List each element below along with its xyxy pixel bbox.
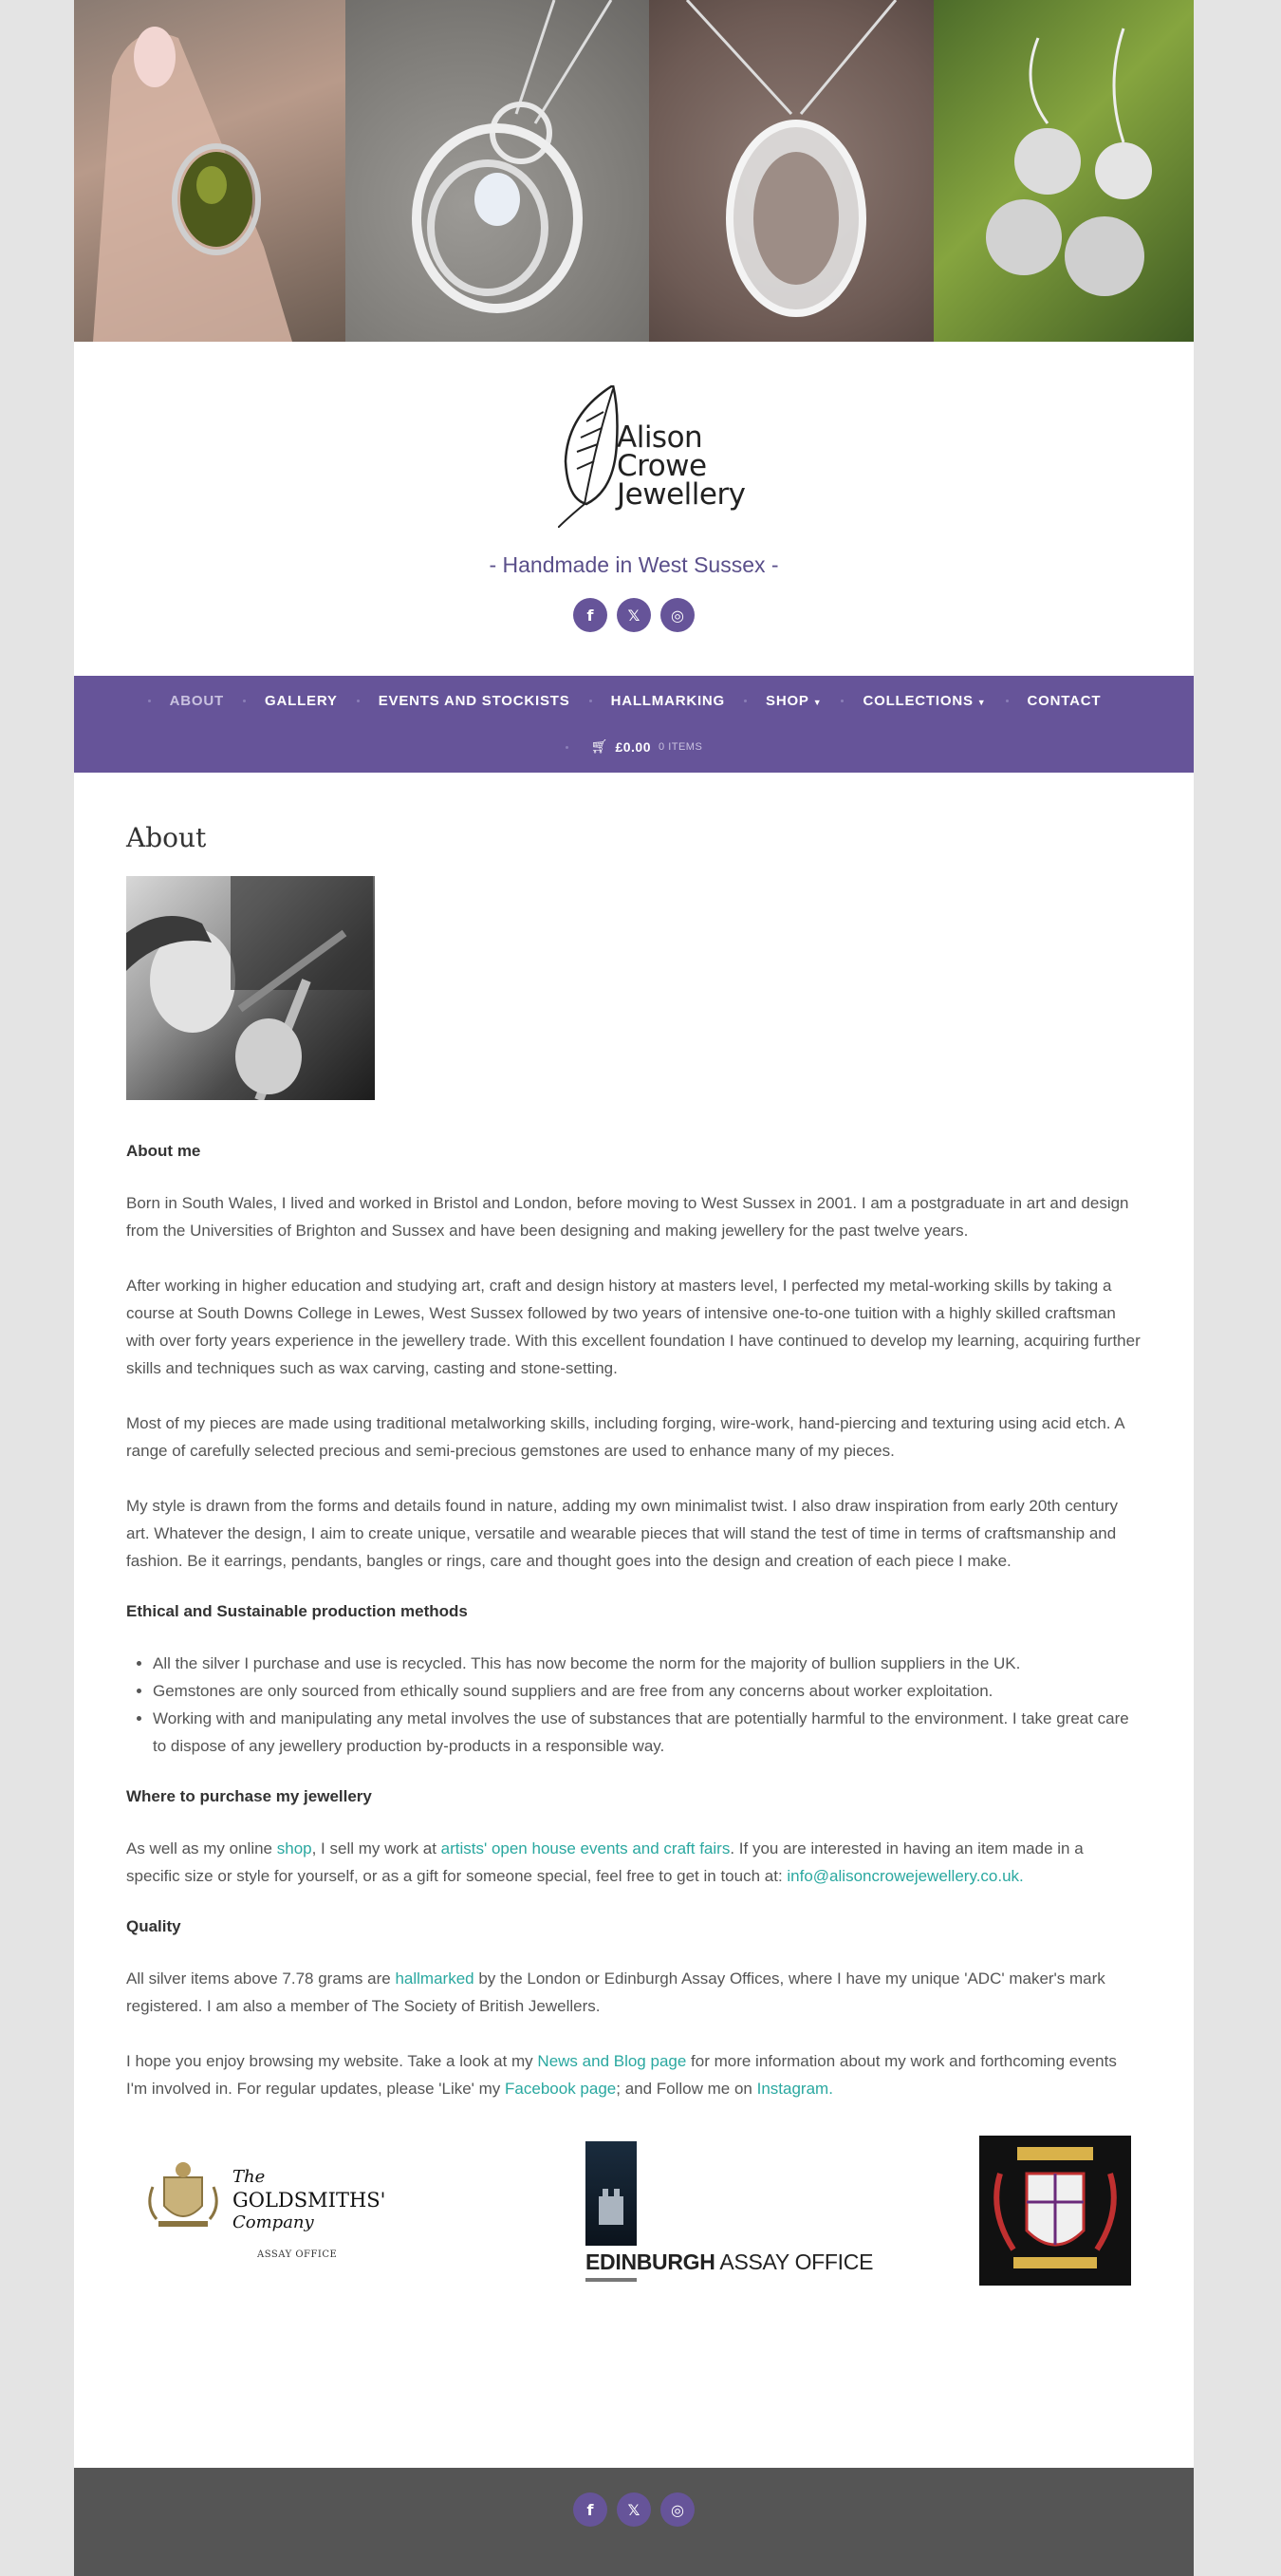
goldsmiths-text: GOLDSMITHS' bbox=[232, 2189, 386, 2212]
ethical-list bbox=[153, 1650, 1142, 1760]
nav-item-gallery[interactable]: GALLERY bbox=[265, 692, 338, 709]
nav-item-shop-label: SHOP bbox=[766, 692, 809, 709]
goldsmiths-text: ASSAY OFFICE bbox=[257, 2249, 338, 2260]
header-social-links bbox=[74, 598, 1194, 632]
x-icon[interactable]: 𝕏 bbox=[617, 2492, 651, 2527]
purchase-text: . If you are interested in having an item made in a specific size or style for yourself, or as a gift for someone special, feel free to get in touch at: bbox=[126, 1839, 1084, 1885]
hallmarked-link[interactable]: hallmarked bbox=[395, 1969, 474, 1988]
closing-paragraph bbox=[126, 2047, 1142, 2102]
hero-banner bbox=[74, 0, 1194, 342]
news-blog-link[interactable]: News and Blog page bbox=[537, 2052, 687, 2070]
brand-logo[interactable] bbox=[558, 385, 746, 528]
banner-earrings-photo bbox=[934, 0, 1194, 342]
nav-item-contact[interactable]: CONTACT bbox=[1027, 692, 1102, 709]
banner-pendant-photo bbox=[345, 0, 649, 342]
goldsmiths-text: Company bbox=[232, 2212, 314, 2232]
goldsmiths-crest-icon bbox=[145, 2158, 221, 2234]
closing-text: ; and Follow me on bbox=[616, 2080, 757, 2098]
email-link[interactable]: info@alisoncrowejewellery.co.uk. bbox=[787, 1867, 1024, 1885]
caret-down-icon: ▼ bbox=[976, 697, 987, 707]
nav-item-collections[interactable] bbox=[844, 693, 1005, 709]
society-british-jewellers-crest bbox=[979, 2136, 1131, 2286]
nav-separator bbox=[566, 746, 568, 749]
shopping-cart-icon: 🛒︎ bbox=[590, 739, 608, 755]
leaf-logo-icon bbox=[558, 385, 624, 528]
quality-heading: Quality bbox=[126, 1917, 181, 1935]
quality-text: All silver items above 7.78 grams are bbox=[126, 1969, 396, 1988]
closing-text: I hope you enjoy browsing my website. Take a look at my bbox=[126, 2052, 538, 2070]
cart-total: £0.00 bbox=[615, 739, 652, 755]
nav-item-about[interactable]: ABOUT bbox=[169, 692, 224, 709]
site-tagline: - Handmade in West Sussex - bbox=[489, 552, 779, 577]
banner-crystal-pendant-photo bbox=[649, 0, 934, 342]
main-navigation bbox=[74, 676, 1194, 773]
about-paragraph-3: Most of my pieces are made using traditional metalworking skills, including forging, wire-work, hand-piercing and texturing using acid etch. A range of carefully selected precious and semi-precious gemstones are used to enhance many of my pieces. bbox=[126, 1414, 1124, 1460]
purchase-text: As well as my online bbox=[126, 1839, 277, 1857]
site-header bbox=[74, 342, 1194, 676]
footer-social-links bbox=[74, 2492, 1194, 2527]
cart-link[interactable] bbox=[74, 723, 1194, 771]
facebook-page-link[interactable]: Facebook page bbox=[505, 2080, 617, 2098]
purchase-paragraph bbox=[126, 1835, 1142, 1890]
list-item: • All the silver I purchase and use is recycled. This has now become the norm for the majority of bullion suppliers in the UK. bbox=[153, 1650, 1142, 1677]
facebook-icon[interactable]: f bbox=[573, 2492, 607, 2527]
quality-paragraph bbox=[126, 1965, 1142, 2020]
x-icon[interactable]: 𝕏 bbox=[617, 598, 651, 632]
instagram-icon[interactable]: ◎ bbox=[660, 2492, 695, 2527]
closing-text: for more information about my work and forthcoming events I'm involved in. For regular updates, please 'Like' my bbox=[126, 2052, 1117, 2098]
nav-item-shop[interactable] bbox=[747, 693, 841, 709]
main-content bbox=[126, 822, 1142, 2291]
about-paragraph-4: My style is drawn from the forms and details found in nature, adding my own minimalist twist. I also draw inspiration from early 20th century art. Whatever the design, I aim to create unique, versatile and wearable pieces that will stand the test of time in terms of craftsmanship and fashion. Be it earrings, pendants, bangles or rings, care and thought goes into the design and creation of each piece I make. bbox=[126, 1497, 1118, 1570]
page-title: About bbox=[126, 822, 207, 853]
banner-ring-photo bbox=[74, 0, 345, 342]
cart-count: 0 ITEMS bbox=[659, 741, 703, 753]
quality-text: by the London or Edinburgh Assay Offices, where I have my unique 'ADC' maker's mark registered. I am also a member of The Society of British Jewellers. bbox=[126, 1969, 1105, 2015]
purchase-text: , I sell my work at bbox=[311, 1839, 441, 1857]
about-paragraph-2: After working in higher education and studying art, craft and design history at masters level, I perfected my metal-working skills by taking a course at South Downs College in Lewes, West Sussex followed by two years of intensive one-to-one tuition with a highly skilled craftsman with over forty years experience in the jewellery trade. With this excellent foundation I have continued to develop my learning, acquiring further skills and techniques such as wax carving, casting and stone-setting. bbox=[126, 1277, 1141, 1377]
partner-logos bbox=[126, 2130, 1142, 2291]
caret-down-icon: ▼ bbox=[812, 697, 823, 707]
goldsmiths-text: The bbox=[232, 2167, 266, 2187]
jeweller-portrait-photo bbox=[126, 876, 375, 1100]
instagram-icon[interactable]: ◎ bbox=[660, 598, 695, 632]
about-me-heading: About me bbox=[126, 1142, 201, 1160]
ethical-heading: Ethical and Sustainable production methods bbox=[126, 1602, 468, 1620]
nav-item-collections-label: COLLECTIONS bbox=[863, 692, 974, 709]
facebook-icon[interactable]: f bbox=[573, 598, 607, 632]
site-footer bbox=[74, 2468, 1194, 2576]
about-paragraph-1: Born in South Wales, I lived and worked in Bristol and London, before moving to West Sussex in 2001. I am a postgraduate in art and design from the Universities of Brighton and Sussex and have been designing and making jewellery for the past twelve years. bbox=[126, 1194, 1129, 1240]
instagram-link[interactable]: Instagram. bbox=[756, 2080, 833, 2098]
goldsmiths-assay-office-logo bbox=[145, 2158, 386, 2263]
events-link[interactable]: artists' open house events and craft fairs bbox=[440, 1839, 731, 1857]
list-item: • Gemstones are only sourced from ethically sound suppliers and are free from any concerns about worker exploitation. bbox=[153, 1677, 1142, 1705]
nav-item-events[interactable]: EVENTS AND STOCKISTS bbox=[378, 692, 570, 709]
purchase-heading: Where to purchase my jewellery bbox=[126, 1787, 372, 1805]
shop-link[interactable]: shop bbox=[276, 1839, 312, 1857]
list-item: • Working with and manipulating any metal involves the use of substances that are potentially harmful to the environment. I take great care to dispose of any jewellery production by-products in a responsible way. bbox=[153, 1705, 1142, 1760]
edinburgh-assay-office-logo bbox=[585, 2141, 874, 2284]
edinburgh-text: ASSAY OFFICE bbox=[715, 2249, 874, 2274]
edinburgh-crest-icon bbox=[585, 2141, 637, 2246]
page bbox=[74, 0, 1194, 2576]
nav-item-hallmarking[interactable]: HALLMARKING bbox=[610, 692, 726, 709]
brand-name: Alison Crowe Jewellery bbox=[617, 420, 746, 512]
edinburgh-underline bbox=[585, 2278, 637, 2282]
edinburgh-text: EDINBURGH bbox=[585, 2249, 715, 2274]
